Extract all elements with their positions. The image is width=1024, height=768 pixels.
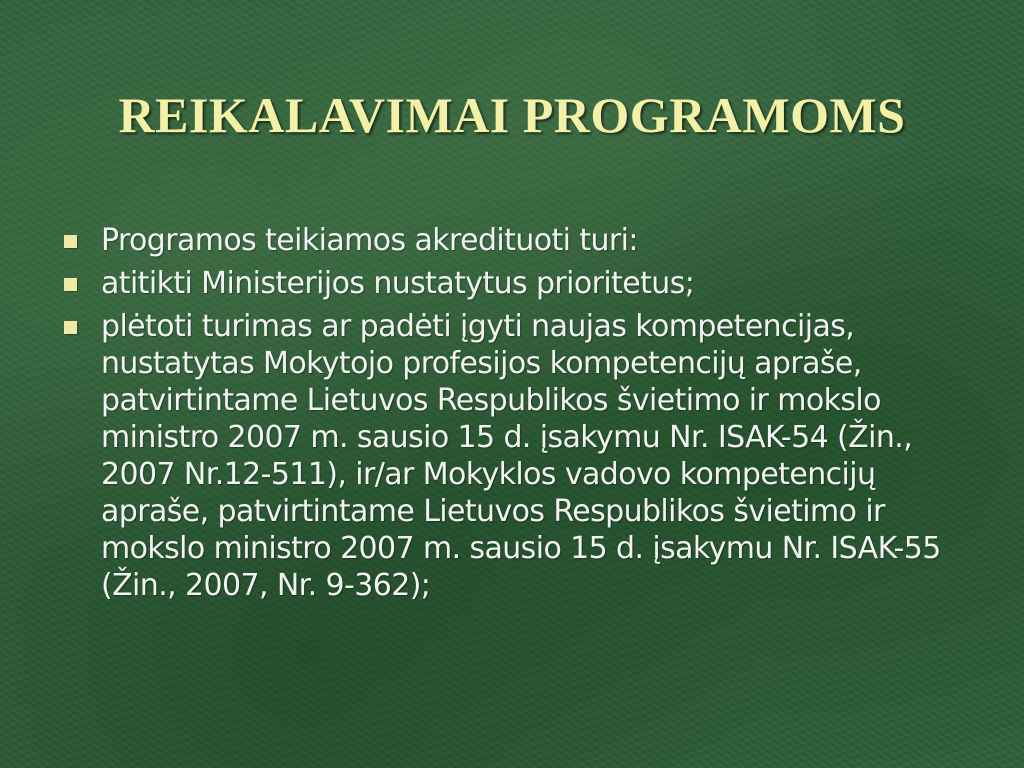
- square-bullet-icon: [64, 235, 77, 248]
- square-bullet-icon: [64, 278, 77, 291]
- bullet-text: Programos teikiamos akredituoti turi:: [101, 223, 638, 258]
- square-bullet-icon: [64, 321, 77, 334]
- bullet-text: plėtoti turimas ar padėti įgyti naujas kompetencijas, nustatytas Mokytojo profesijos kompetencijų apraše, patvirtintame Lietuvos Respublikos švietimo ir mokslo ministro 2007 m. sausio 15 d. įsakymu Nr. ISAK-54 (Žin., 2007 Nr.12-511), ir/ar Mokyklos vadovo kompetencijų apraše, patvirtintame Lietuvos Respublikos švietimo ir mokslo ministro 2007 m. sausio 15 d. įsakymu Nr. ISAK-55 (Žin., 2007, Nr. 9-362);: [101, 309, 941, 603]
- bullet-item: [64, 265, 964, 302]
- bullet-item: [64, 308, 964, 604]
- bullet-list: [64, 222, 964, 610]
- slide-title: REIKALAVIMAI PROGRAMOMS: [118, 87, 906, 143]
- bullet-item: [64, 222, 964, 259]
- bullet-text: atitikti Ministerijos nustatytus prioritetus;: [101, 266, 695, 301]
